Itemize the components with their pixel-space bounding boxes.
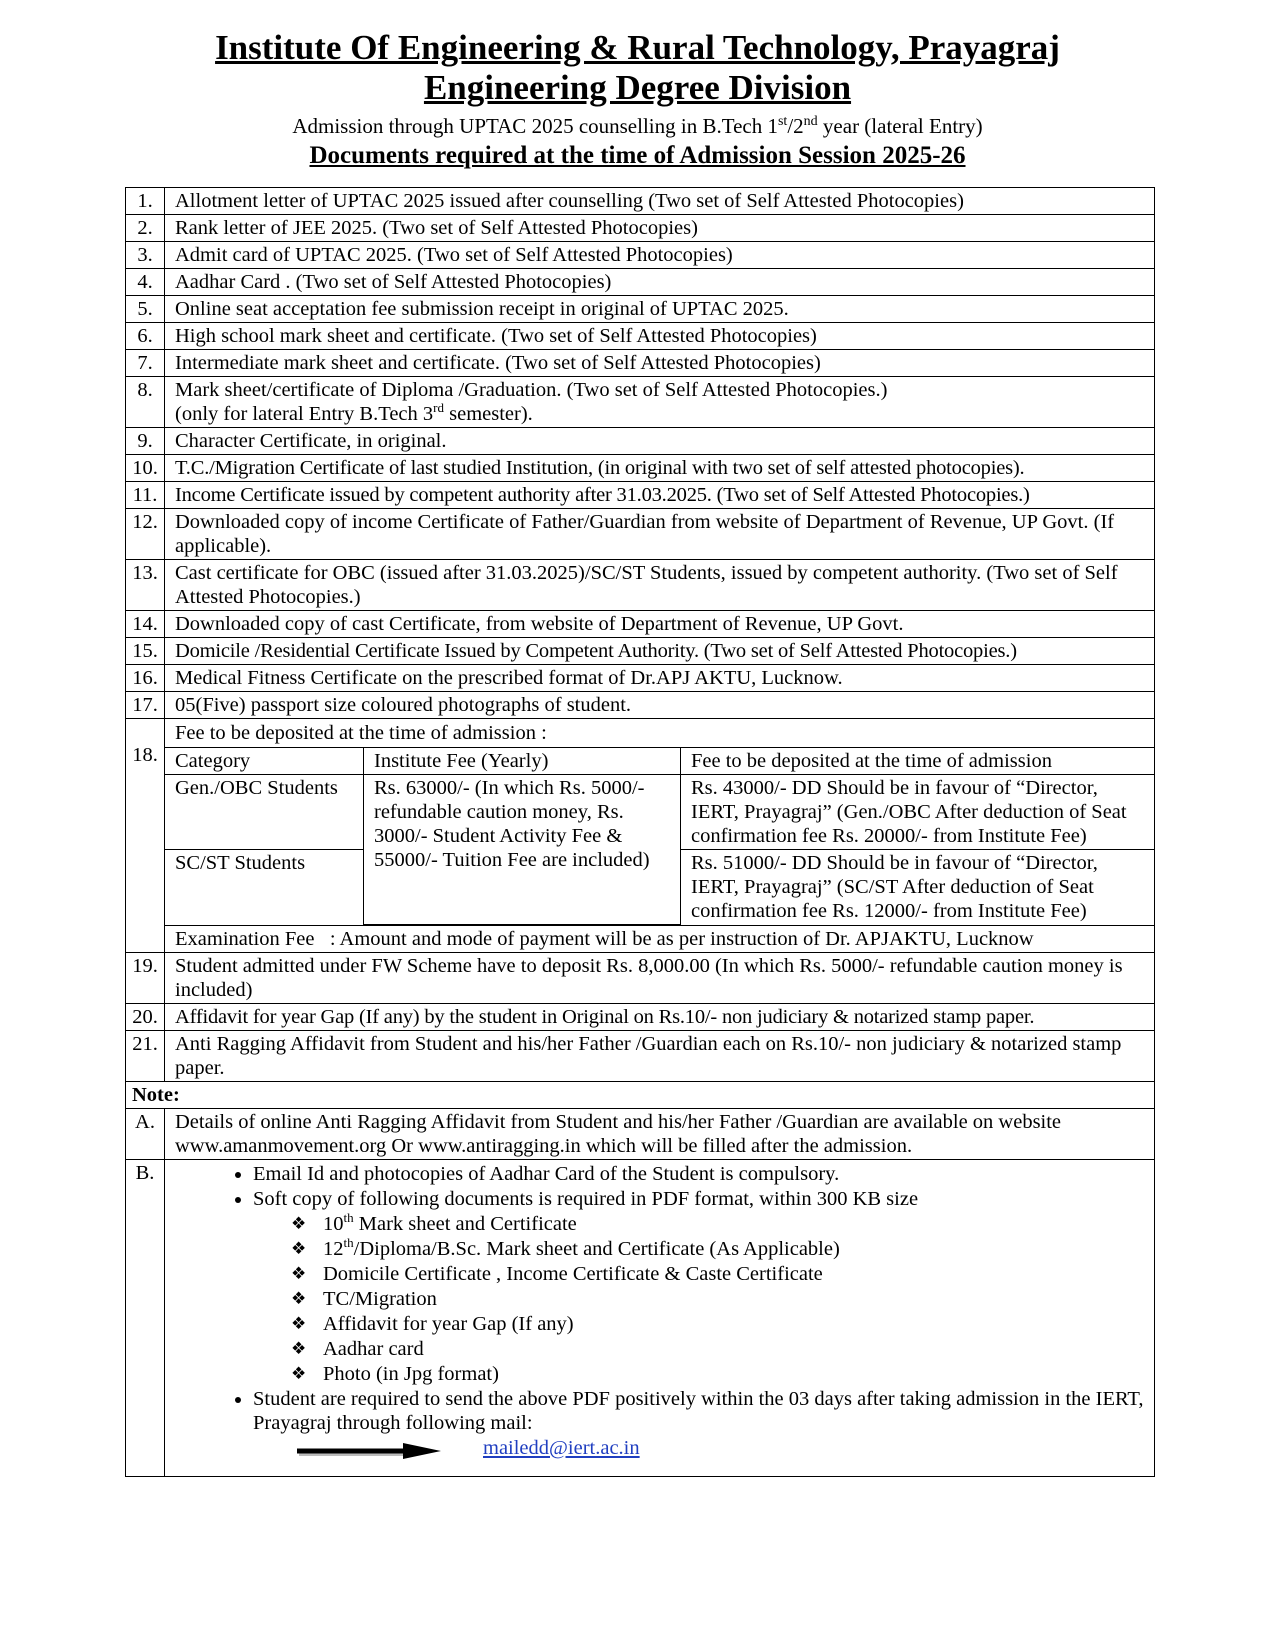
table-row: 13. Cast certificate for OBC (issued after 31.03.2025)/SC/ST Students, issued by competent authority. (Two set of Self Attested Photocopies.) bbox=[126, 560, 1155, 611]
table-row: 14. Downloaded copy of cast Certificate, from website of Department of Revenue, UP Govt. bbox=[126, 611, 1155, 638]
list-item: • Student are required to send the above PDF positively within the 03 days after taking admission in the IERT, Prayagraj through following mail: bbox=[253, 1387, 1144, 1435]
table-row: 20. Affidavit for year Gap (If any) by the student in Original on Rs.10/- non judiciary & notarized stamp paper. bbox=[126, 1003, 1155, 1030]
arrow-right-icon bbox=[295, 1442, 445, 1462]
note-row: Note: bbox=[126, 1081, 1155, 1108]
institute-fee-value: Rs. 63000/- (In which Rs. 5000/- refundable caution money, Rs. 3000/- Student Activity Fee & 55000/- Tuition Fee are included) bbox=[364, 775, 681, 925]
table-row: 19. Student admitted under FW Scheme have to deposit Rs. 8,000.00 (In which Rs. 5000/- refundable caution money is included) bbox=[126, 952, 1155, 1003]
table-row: 7. Intermediate mark sheet and certificate. (Two set of Self Attested Photocopies) bbox=[126, 350, 1155, 377]
list-item: • Soft copy of following documents is required in PDF format, within 300 KB size ❖ 10th Mark sheet and Certificate ❖ 12th/Diploma/B.Sc. Mark sheet and Certificate (As Applicable) ❖ Domicile Certificate , Income Certificate & Caste Certificate ❖ TC/Migration ❖ Affidavit for year Gap (If any) ❖ Aadhar card ❖ Photo (in Jpg format) bbox=[253, 1187, 1144, 1386]
list-item: ❖ Aadhar card bbox=[291, 1337, 424, 1360]
list-item: ❖ Affidavit for year Gap (If any) bbox=[291, 1312, 574, 1335]
diamond-bullet-icon: ❖ bbox=[291, 1313, 307, 1333]
table-row: 2. Rank letter of JEE 2025. (Two set of Self Attested Photocopies) bbox=[126, 215, 1155, 242]
gen-obc-label: Gen./OBC Students bbox=[165, 775, 364, 850]
documents-title: Documents required at the time of Admission Session 2025-26 bbox=[309, 142, 966, 169]
institute-title: Institute Of Engineering & Rural Technology, Prayagraj bbox=[215, 28, 1060, 67]
diamond-bullet-icon: ❖ bbox=[291, 1263, 307, 1283]
diamond-bullet-icon: ❖ bbox=[291, 1288, 307, 1308]
list-item: ❖ Photo (in Jpg format) bbox=[291, 1362, 499, 1385]
fee-col-category: Category bbox=[165, 748, 364, 775]
email-link[interactable]: mailedd@iert.ac.in bbox=[483, 1436, 640, 1459]
documents-table bbox=[125, 187, 1155, 1477]
sc-st-deposit: Rs. 51000/- DD Should be in favour of “Director, IERT, Prayagraj” (SC/ST After deduction of Seat confirmation fee Rs. 12000/- from Institute Fee) bbox=[681, 850, 1155, 925]
page-header bbox=[0, 28, 1275, 172]
table-row: 15. Domicile /Residential Certificate Issued by Competent Authority. (Two set of Self Attested Photocopies.) bbox=[126, 638, 1155, 665]
table-row: 3. Admit card of UPTAC 2025. (Two set of Self Attested Photocopies) bbox=[126, 242, 1155, 269]
table-row: 9. Character Certificate, in original. bbox=[126, 428, 1155, 455]
fee-table bbox=[165, 748, 1154, 925]
note-a-row: A. Details of online Anti Ragging Affidavit from Student and his/her Father /Guardian are available on website www.amanmovement.org Or www.antiragging.in which will be filled after the admission. bbox=[126, 1108, 1155, 1159]
pdf-doc-list bbox=[253, 1209, 1144, 1386]
table-row: 16. Medical Fitness Certificate on the prescribed format of Dr.APJ AKTU, Lucknow. bbox=[126, 665, 1155, 692]
table-row: 8. Mark sheet/certificate of Diploma /Graduation. (Two set of Self Attested Photocopies.) (only for lateral Entry B.Tech 3rd semester). bbox=[126, 377, 1155, 428]
table-row: 5. Online seat acceptation fee submission receipt in original of UPTAC 2025. bbox=[126, 296, 1155, 323]
division-title: Engineering Degree Division bbox=[423, 68, 852, 107]
diamond-bullet-icon: ❖ bbox=[291, 1338, 307, 1358]
fee-col-institute: Institute Fee (Yearly) bbox=[364, 748, 681, 775]
table-row: 12. Downloaded copy of income Certificate of Father/Guardian from website of Department of Revenue, UP Govt. (If applicable). bbox=[126, 509, 1155, 560]
list-item: ❖ 10th Mark sheet and Certificate bbox=[291, 1209, 577, 1235]
table-row: 17. 05(Five) passport size coloured photographs of student. bbox=[126, 692, 1155, 719]
note-b-row: B. • Email Id and photocopies of Aadhar Card of the Student is compulsory. • Soft copy of following documents is required in PDF format, within 300 KB size ❖ 10th Mark sheet and Certificate ❖ 12th/Diploma/B.Sc. Mark sheet and Certificate (As Applicable) ❖ Domicile Certificate , Income Certificate & Caste Certificate ❖ TC/Migration ❖ Affidavit for year Gap (If any) ❖ Aadhar card ❖ Photo (in Jpg format) • Student are required to send the above PDF positively within the 03 days after taking admission in the IERT, Prayagraj through following mail: mailedd@iert.ac.in bbox=[126, 1159, 1155, 1476]
list-item: ❖ Domicile Certificate , Income Certificate & Caste Certificate bbox=[291, 1262, 823, 1285]
exam-fee-row: Examination Fee : Amount and mode of payment will be as per instruction of Dr. APJAKTU, Lucknow bbox=[165, 925, 1154, 952]
sc-st-label: SC/ST Students bbox=[165, 850, 364, 925]
admission-subtitle: Admission through UPTAC 2025 counselling in B.Tech 1st/2nd year (lateral Entry) bbox=[292, 114, 983, 138]
list-item: ❖ 12th/Diploma/B.Sc. Mark sheet and Certificate (As Applicable) bbox=[291, 1234, 840, 1260]
fee-heading: Fee to be deposited at the time of admission : bbox=[165, 719, 1154, 748]
table-row: 10. T.C./Migration Certificate of last studied Institution, (in original with two set of self attested photocopies). bbox=[126, 455, 1155, 482]
note-b-list bbox=[175, 1162, 1144, 1435]
diamond-bullet-icon: ❖ bbox=[291, 1238, 307, 1258]
list-item: • Email Id and photocopies of Aadhar Card of the Student is compulsory. bbox=[253, 1162, 1144, 1186]
fee-col-deposit: Fee to be deposited at the time of admission bbox=[681, 748, 1155, 775]
table-row: 11. Income Certificate issued by competent authority after 31.03.2025. (Two set of Self Attested Photocopies.) bbox=[126, 482, 1155, 509]
list-item: ❖ TC/Migration bbox=[291, 1287, 437, 1310]
table-row: 1. Allotment letter of UPTAC 2025 issued after counselling (Two set of Self Attested Photocopies) bbox=[126, 188, 1155, 215]
diamond-bullet-icon: ❖ bbox=[291, 1213, 307, 1233]
table-row: 21. Anti Ragging Affidavit from Student and his/her Father /Guardian each on Rs.10/- non judiciary & notarized stamp paper. bbox=[126, 1030, 1155, 1081]
table-row: 4. Aadhar Card . (Two set of Self Attested Photocopies) bbox=[126, 269, 1155, 296]
gen-obc-deposit: Rs. 43000/- DD Should be in favour of “Director, IERT, Prayagraj” (Gen./OBC After deduction of Seat confirmation fee Rs. 20000/- from Institute Fee) bbox=[681, 775, 1155, 850]
fee-row: 18. Fee to be deposited at the time of admission : Category Institute Fee (Yearly) Fee to be deposited at the time of admission Gen./OBC Students Rs. 63000/- (In which Rs. 5000/- refundable caution money, Rs. 3000/- Student Activity Fee & 55000/- Tuition Fee are included) Rs. 43000/- DD Should be in favour of “Director, IERT, Prayagraj” (Gen./OBC After deduction of Seat confirmation fee Rs. 20000/- from Institute Fee) SC/ST Students Rs. 51000/- DD Should be in favour of “Director, IERT, Prayagraj” (SC/ST After deduction of Seat confirmation fee Rs. 12000/- from Institute Fee) Examination Fee : Amount and mode of payment will be as per instruction of Dr. APJAKTU, Lucknow bbox=[126, 719, 1155, 953]
table-row: 6. High school mark sheet and certificate. (Two set of Self Attested Photocopies) bbox=[126, 323, 1155, 350]
diamond-bullet-icon: ❖ bbox=[291, 1363, 307, 1383]
